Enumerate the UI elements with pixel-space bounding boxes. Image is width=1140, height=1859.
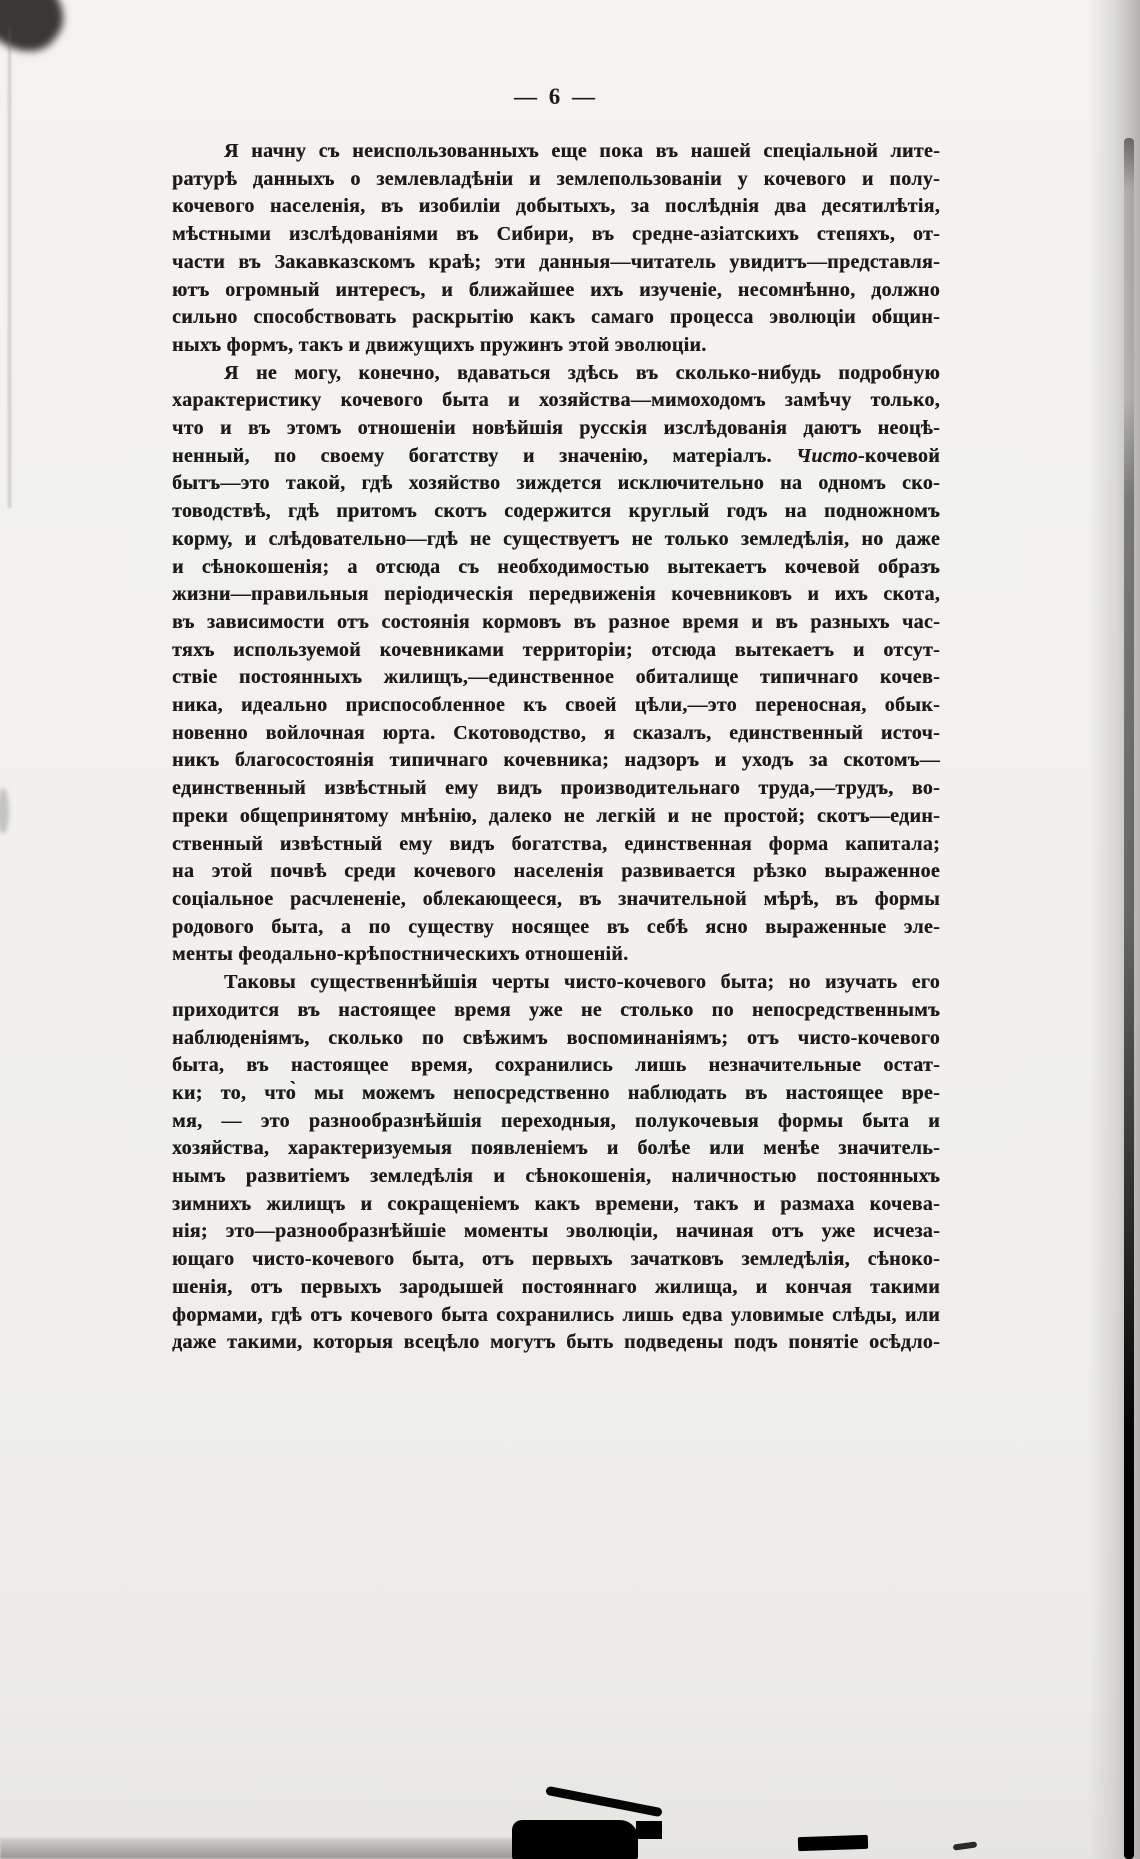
scan-artifact-ink-square (636, 1821, 662, 1839)
scan-artifact-ink-mark (798, 1835, 868, 1851)
text-line: на этой почвѣ среди кочевого населенія развивается рѣзко выраженное (172, 860, 940, 883)
text-line: шенія, отъ первыхъ зародышей постояннаго жилища, и кончая такими (172, 1275, 940, 1298)
text-line: ника, идеально приспособленное къ своей цѣли,—это переносная, обык- (172, 694, 940, 717)
text-line: нымъ развитіемъ земледѣлія и сѣнокошенія, наличностью постоянныхъ (172, 1165, 940, 1188)
text-line: ратурѣ данныхъ о землевладѣніи и землепользованіи у кочевого и полу- (172, 167, 940, 190)
text-line: Я не могу, конечно, вдаваться здѣсь въ сколько-нибудь подробную (224, 361, 940, 384)
text-line: хозяйства, характеризуемыя появленіемъ и болѣе или менѣе значитель- (172, 1137, 940, 1160)
text-line: формами, гдѣ отъ кочевого быта сохранились лишь едва уловимые слѣды, или (172, 1303, 940, 1326)
text-line: наблюденіямъ, сколько по свѣжимъ воспоминаніямъ; отъ чисто-кочевого (172, 1026, 940, 1049)
text-line: родового быта, а по существу носящее въ себѣ ясно выраженные эле- (172, 915, 940, 938)
text-line: ющаго чисто-кочевого быта, отъ первыхъ зачатковъ земледѣлія, сѣноко- (172, 1248, 940, 1271)
text-line: мѣстными изслѣдованіями въ Сибири, въ средне-азіатскихъ степяхъ, от- (172, 223, 940, 246)
text-line: тяхъ используемой кочевниками территоріи; отсюда вытекаетъ и отсут- (172, 638, 940, 661)
text-line: ствіе постоянныхъ жилищъ,—единственное обиталище типичнаго кочев- (172, 666, 940, 689)
page-number: — 6 — (514, 84, 598, 109)
text-line: быта, въ настоящее время, сохранились лишь незначительные остат- (172, 1054, 940, 1077)
scan-artifact-ink-tail (545, 1786, 663, 1817)
text-line: ютъ огромный интересъ, и ближайшее ихъ изученіе, несомнѣнно, должно (172, 278, 940, 301)
scan-artifact-ink-blob (512, 1820, 638, 1859)
text-line: части въ Закавказскомъ краѣ; эти данныя—читатель увидитъ—представля- (172, 250, 940, 273)
scan-artifact-right-edge-line (1124, 138, 1134, 1859)
text-line: кочевого населенія, въ изобиліи добытыхъ, за послѣднія два десятилѣтія, (172, 195, 940, 218)
text-line: новенно войлочная юрта. Скотоводство, я сказалъ, единственный источ- (172, 721, 940, 744)
text-line: зимнихъ жилищъ и сокращеніемъ какъ времени, такъ и размаха кочева- (172, 1192, 940, 1215)
text-line: характеристику кочевого быта и хозяйства—мимоходомъ замѣчу только, (172, 389, 940, 412)
text-line: даже такими, которыя всецѣло могутъ быть подведены подъ понятіе осѣдло- (172, 1331, 940, 1354)
text-line: ки; то, что̀ мы можемъ непосредственно наблюдать въ настоящее вре- (172, 1081, 940, 1104)
scan-artifact-left-streak (8, 28, 11, 508)
text-line: менты феодально-крѣпостническихъ отношеній. (172, 943, 629, 966)
text-line: Таковы существеннѣйшія черты чисто-кочевого быта; но изучать его (224, 971, 940, 994)
scan-artifact-corner-smudge (0, 0, 78, 67)
text-line: бытъ—это такой, гдѣ хозяйство зиждется исключительно на одномъ ско- (172, 472, 940, 495)
text-line: ственный извѣстный ему видъ богатства, единственная форма капитала; (172, 832, 940, 855)
text-line: ныхъ формъ, такъ и движущихъ пружинъ этой эволюціи. (172, 333, 707, 356)
text-line: корму, и слѣдовательно—гдѣ не существуетъ не только земледѣлія, но даже (172, 527, 940, 550)
scan-artifact-bottom-streak (0, 1838, 540, 1859)
text-line: ненный, по своему богатству и значенію, матеріалъ. Чисто-кочевой (172, 444, 940, 467)
text-line: что и въ этомъ отношеніи новѣйшія русскія изслѣдованія даютъ неоцѣ- (172, 417, 940, 440)
text-line: единственный извѣстный ему видъ производительнаго труда,—трудъ, во- (172, 777, 940, 800)
text-line: и сѣнокошенія; а отсюда съ необходимостью вытекаетъ кочевой образъ (172, 555, 940, 578)
text-line: мя, — это разнообразнѣйшія переходныя, полукочевыя формы быта и (172, 1109, 940, 1132)
text-line: соціальное расчлененіе, облекающееся, въ значительной мѣрѣ, въ формы (172, 887, 940, 910)
text-line: жизни—правильныя періодическія передвиженія кочевниковъ и ихъ скота, (172, 583, 940, 606)
scan-artifact-small-mark (953, 1841, 978, 1850)
scan-artifact-left-mark (0, 788, 9, 834)
text-line: сильно способствовать раскрытію какъ самаго процесса эволюціи общин- (172, 306, 940, 329)
text-line: Я начну съ неиспользованныхъ еще пока въ нашей спеціальной лите- (224, 140, 940, 162)
text-line: преки общепринятому мнѣнію, далеко не легкій и не простой; скотъ—един- (172, 804, 940, 827)
text-line: приходится въ настоящее время уже не столько по непосредственнымъ (172, 998, 940, 1021)
text-line: никъ благосостоянія типичнаго кочевника; надзоръ и уходъ за скотомъ— (172, 749, 940, 772)
text-line: въ зависимости отъ состоянія кормовъ въ разное время и въ разныхъ час- (172, 610, 940, 633)
text-line: нія; это—разнообразнѣйшіе моменты эволюціи, начиная отъ уже исчеза- (172, 1220, 940, 1243)
page-body-text (172, 138, 940, 1357)
text-line: товодствѣ, гдѣ притомъ скотъ содержится круглый годъ на подножномъ (172, 500, 940, 523)
